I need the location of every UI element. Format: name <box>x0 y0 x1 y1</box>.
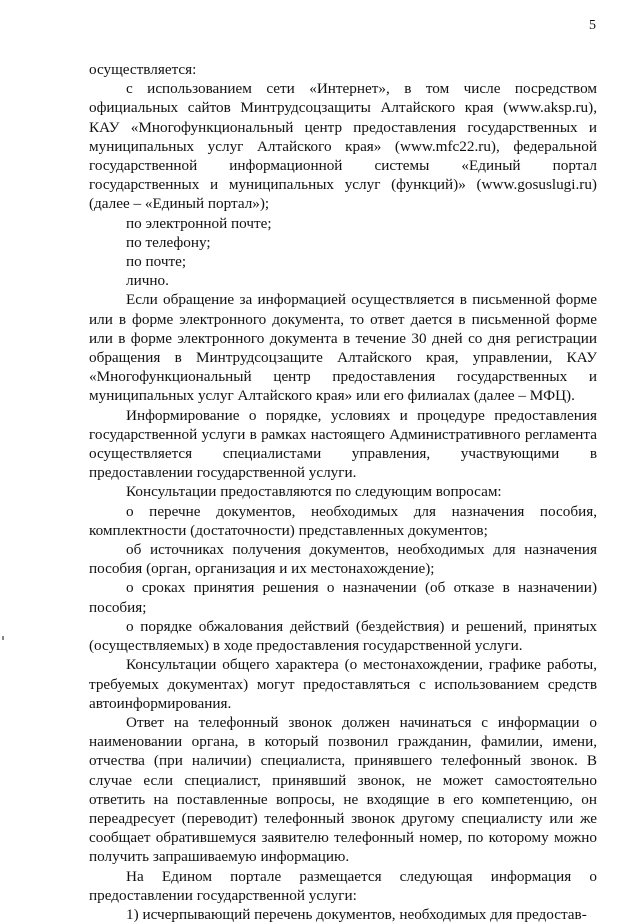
paragraph: о сроках принятия решения о назначении (об отказе в назначении) пособия; <box>89 579 597 616</box>
paragraph: о перечне документов, необходимых для назначения пособия, комплектности (достаточности) представленных документов; <box>89 502 597 539</box>
paragraph: Ответ на телефонный звонок должен начинаться с информации о наименовании органа, в который позвонил гражданин, фамилии, имени, отчества (при наличии) специалиста, принявшего телефонный звонок. В случае если специалист, принявший звонок, не может самостоятельно ответить на поставленные вопросы, не входящие в его компетенцию, он переадресует (переводит) телефонный звонок другому специалисту или же сообщает обратившемуся заявителю телефонный номер, по которому можно получить запрашиваемую информацию. <box>89 713 597 866</box>
paragraph: по телефону; <box>126 233 211 251</box>
paragraph: Информирование о порядке, условиях и процедуре предоставления государственной услуги в рамках настоящего Административного регламента осуществляется специалистами управления, участвующими в предоставлении государственной услуги. <box>89 406 597 482</box>
paragraph: Консультации предоставляются по следующим вопросам: <box>126 483 502 501</box>
paragraph: об источниках получения документов, необходимых для назначения пособия (орган, организация и их местонахождение); <box>89 541 597 578</box>
paragraph: Консультации общего характера (о местонахождении, графике работы, требуемых документах) могут предоставляться с использованием средств автоинформирования. <box>89 656 597 712</box>
paragraph: с использованием сети «Интернет», в том числе посредством официальных сайтов Минтрудсоцзащиты Алтайского края (www.aksp.ru), КАУ «Многофункциональный центр предоставления государственных и муниципальных услуг Алтайского края» (www.mfc22.ru), федеральной государственной информационной системы «Единый портал государственных и муниципальных услуг (функций)» (www.gosuslugi.ru) (далее – «Единый портал»); <box>89 80 597 213</box>
paragraph: лично. <box>126 272 169 290</box>
body-text <box>89 60 597 924</box>
paragraph: Если обращение за информацией осуществляется в письменной форме или в форме электронного документа, то ответ дается в письменной форме или в форме электронного документа в течение 30 дней со дня регистрации обращения в Минтрудсоцзащите Алтайского края, управлении, КАУ «Многофункциональный центр предоставления государственных и муниципальных услуг Алтайского края» или его филиалах (далее – МФЦ). <box>89 291 597 405</box>
paragraph: осуществляется: <box>89 61 197 78</box>
paragraph: по почте; <box>126 253 187 271</box>
page-number: 5 <box>589 18 596 33</box>
paragraph: 1) исчерпывающий перечень документов, необходимых для предостав- <box>126 905 587 923</box>
paragraph: На Едином портале размещается следующая информация о предоставлении государственной услуги: <box>89 867 597 904</box>
paragraph: о порядке обжалования действий (бездействия) и решений, принятых (осуществляемых) в ходе предоставления государственной услуги. <box>89 617 597 655</box>
paragraph: по электронной почте; <box>126 214 272 232</box>
scan-edge-mark <box>2 636 4 640</box>
